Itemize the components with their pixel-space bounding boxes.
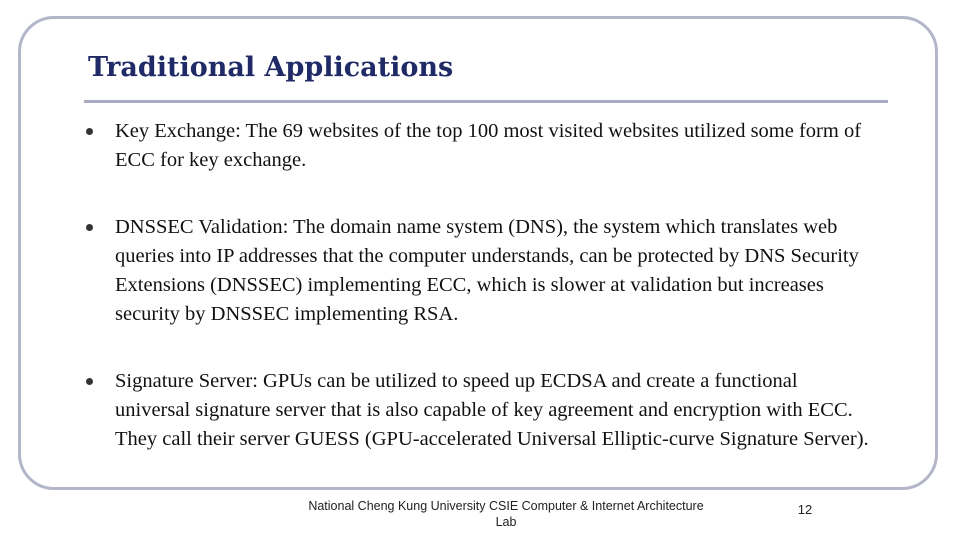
title-underline (84, 100, 888, 103)
bullet-item-key-exchange (86, 117, 876, 175)
bullet-text: DNSSEC Validation: The domain name system (DNS), the system which translates web queries into IP addresses that the computer understands, can be protected by DNS Security Extensions (DNSSEC) implementing ECC, which is slower at validation but increases security by DNSSEC implementing RSA. (115, 216, 859, 325)
bullet-dot-icon (86, 224, 93, 231)
slide-title: Traditional Applications (88, 52, 454, 83)
bullet-list (86, 117, 876, 454)
bullet-dot-icon (86, 378, 93, 385)
bullet-text: Signature Server: GPUs can be utilized to speed up ECDSA and create a functional universal signature server that is also capable of key agreement and encryption with ECC. They call their server GUESS (GPU-accelerated Universal Elliptic-curve Signature Server). (115, 370, 869, 450)
page-number: 12 (797, 502, 813, 517)
bullet-item-dnssec-validation (86, 213, 876, 329)
bullet-item-signature-server (86, 367, 876, 454)
footer-text: National Cheng Kung University CSIE Computer & Internet Architecture Lab (308, 499, 704, 529)
bullet-dot-icon (86, 128, 93, 135)
bullet-text: Key Exchange: The 69 websites of the top 100 most visited websites utilized some form of ECC for key exchange. (115, 120, 862, 171)
